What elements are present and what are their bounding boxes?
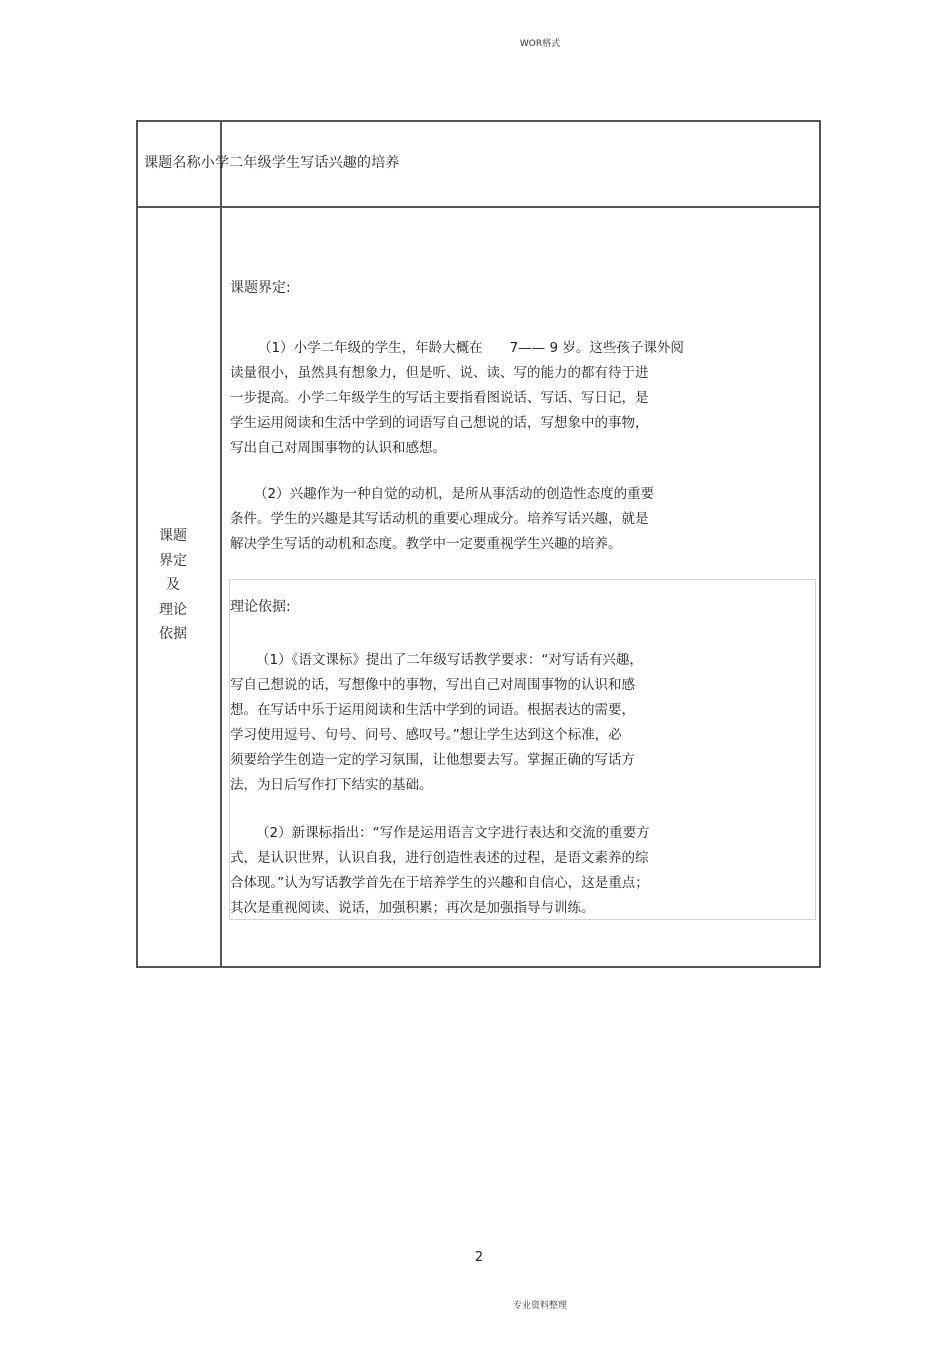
text-line: 学生运用阅读和生活中学到的词语写自己想说的话，写想象中的事物， xyxy=(230,415,649,431)
theory-paragraph-1 xyxy=(230,648,643,798)
side-label-line: 界定 xyxy=(159,552,187,569)
text-line: 一步提高。小学二年级学生的写话主要指看图说话、写话、写日记，是 xyxy=(230,390,649,406)
side-label-line: 及 xyxy=(166,577,180,593)
text-line: 其次是重视阅读、说话，加强积累；再次是加强指导与训练。 xyxy=(230,900,595,916)
side-label-line: 课题 xyxy=(159,528,187,544)
definition-paragraph-2 xyxy=(230,482,654,557)
text-line: 条件。学生的兴趣是其写话动机的重要心理成分。培养写话兴趣，就是 xyxy=(230,511,649,527)
theory-paragraph-2 xyxy=(230,821,650,921)
side-label-line: 依据 xyxy=(159,626,187,642)
row-divider xyxy=(136,206,821,208)
text-line: 法，为日后写作打下结实的基础。 xyxy=(230,777,433,793)
text-line: 解决学生写话的动机和态度。教学中一定要重视学生兴趣的培养。 xyxy=(230,536,622,552)
text-line: （2）新课标指出：“写作是运用语言文字进行表达和交流的重要方 xyxy=(256,825,650,841)
definition-paragraph-1 xyxy=(230,336,684,461)
text-line: 式，是认识世界，认识自我，进行创造性表述的过程，是语文素养的综 xyxy=(230,850,649,866)
text-line: （2）兴趣作为一种自觉的动机，是所从事活动的创造性态度的重要 xyxy=(254,486,655,502)
text-line: 须要给学生创造一定的学习氛围，让他想要去写。掌握正确的写话方 xyxy=(230,752,635,768)
text-line: （1）小学二年级的学生，年龄大概在 7—— 9 岁。这些孩子课外阅 xyxy=(258,340,684,356)
topic-title: 课题名称小学二年级学生写话兴趣的培养 xyxy=(144,155,400,171)
side-label-line: 理论 xyxy=(159,601,187,618)
text-line: （1）《语文课标》提出了二年级写话教学要求：“对写话有兴趣， xyxy=(256,652,643,668)
side-label xyxy=(150,524,196,647)
footer-watermark: 专业资料整理 xyxy=(512,1301,567,1311)
theory-heading: 理论依据: xyxy=(230,599,291,615)
text-line: 写出自己对周围事物的认识和感想。 xyxy=(230,440,446,456)
page-number: 2 xyxy=(474,1250,484,1265)
text-line: 想。在写话中乐于运用阅读和生活中学到的词语。根据表达的需要， xyxy=(230,702,635,718)
text-line: 学习使用逗号、句号、问号、感叹号。”想让学生达到这个标准，必 xyxy=(230,727,622,743)
definition-heading: 课题界定: xyxy=(230,280,291,296)
header-watermark: WOR格式 xyxy=(519,39,561,49)
text-line: 写自己想说的话，写想像中的事物，写出自己对周围事物的认识和感 xyxy=(230,677,635,693)
text-line: 合体现。”认为写话教学首先在于培养学生的兴趣和自信心，这是重点； xyxy=(230,875,649,891)
column-divider xyxy=(220,120,222,968)
text-line: 读量很小，虽然具有想象力，但是听、说、读、写的能力的都有待于进 xyxy=(230,365,649,381)
